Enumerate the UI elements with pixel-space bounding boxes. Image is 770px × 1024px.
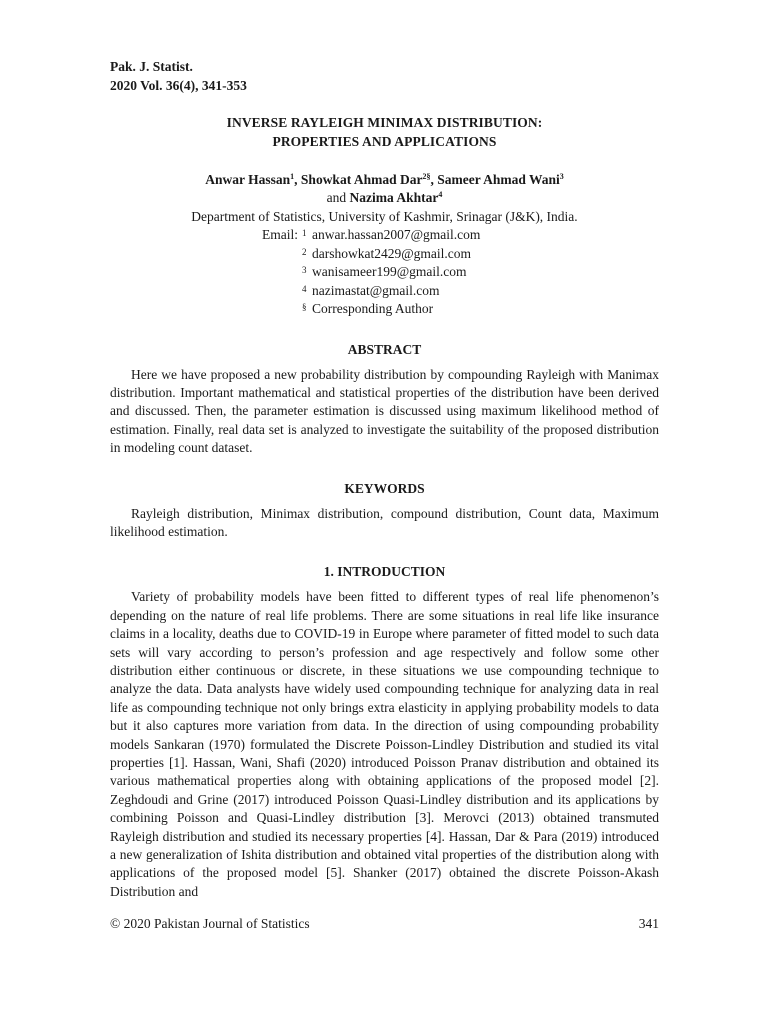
author-name: Showkat Ahmad Dar xyxy=(300,172,423,187)
email-mark: 2 xyxy=(302,246,307,257)
author-name: Anwar Hassan xyxy=(205,172,291,187)
email-address: wanisameer199@gmail.com xyxy=(312,264,467,279)
and-word: and xyxy=(326,190,347,205)
title-line-2: PROPERTIES AND APPLICATIONS xyxy=(272,134,497,149)
paper-page xyxy=(110,57,659,901)
author-name: Sameer Ahmad Wani xyxy=(437,172,560,187)
corresponding-author-note: Corresponding Author xyxy=(312,301,434,316)
author-list: Anwar Hassan$^1$, Showkat Ahmad Dar$^{2\S}$, Sameer Ahmad Wani$^3$ and Nazima Akhtar$^4$ xyxy=(205,172,564,205)
author-mark: 3 xyxy=(559,172,564,181)
introduction-heading: 1. INTRODUCTION xyxy=(323,564,446,580)
paper-title xyxy=(110,113,659,151)
journal-header xyxy=(110,57,659,95)
email-mark: 3 xyxy=(302,265,307,275)
email-list xyxy=(110,226,659,319)
introduction-text: Variety of probability models have been fitted to different types of real life phenomenon’s depending on the nature of real life problems. There are some situations in real life like insurance claims in a locality, deaths due to COVID-19 in Europe where parameter of fitted model to such data sets will vary according to person’s profession and age respectively and follow some other distribution either continuous or discrete, in these situations we use compounding technique to analyze the data. Data analysts have widely used compounding technique for analyzing data in real life as compounding technique not only brings extra elasticity in applying probability models to data but it also captures more variation from data. In the direction of using compounding probability models Sankaran (1970) formulated the Discrete Poisson-Lindley Distribution and studied its vital properties [1]. Hassan, Wani, Shafi (2020) introduced Poisson Pranav distribution and obtained its various mathematical properties along with obtaining applications of the proposed model [2]. Zeghdoudi and Grine (2017) introduced Poisson Quasi-Lindley distribution and its applications by combining Poisson and Quasi-Lindley distribution [3]. Merovci (2013) obtained transmuted Rayleigh distribution and studied its necessary properties [4]. Hassan, Dar & Para (2019) introduced a new generalization of Ishita distribution and obtained vital properties of the distribution along with applications of the proposed model [5]. Shanker (2017) obtained the discrete Poisson-Akash Distribution and xyxy=(110,589,659,899)
email-mark: § xyxy=(302,302,307,312)
abstract-heading: ABSTRACT xyxy=(347,341,422,357)
email-address: nazimastat@gmail.com xyxy=(312,282,440,298)
email-row xyxy=(110,282,659,301)
email-label: Email: xyxy=(262,227,298,242)
author-mark: 2§ xyxy=(422,172,431,181)
email-row xyxy=(110,300,659,319)
email-address: darshowkat2429@gmail.com xyxy=(312,245,472,261)
author-name: Nazima Akhtar xyxy=(349,190,439,205)
journal-name: Pak. J. Statist. xyxy=(110,59,193,74)
keywords-heading: KEYWORDS xyxy=(344,480,425,496)
email-address: anwar.hassan2007@gmail.com xyxy=(312,227,481,242)
page-footer xyxy=(110,915,659,933)
page-number: 341 xyxy=(638,916,659,931)
abstract-text: Here we have proposed a new probability distribution by compounding Rayleigh with Manimax distribution. Important mathematical and statistical properties of the distribution have been derived and discussed. Then, the parameter estimation is discussed using maximum likelihood method of estimation. Finally, real data set is analyzed to investigate the suitability of the proposed distribution in modeling count dataset. xyxy=(110,366,659,456)
title-line-1: INVERSE RAYLEIGH MINIMAX DISTRIBUTION: xyxy=(226,115,543,130)
email-row xyxy=(110,226,659,245)
keywords-text: Rayleigh distribution, Minimax distribution, compound distribution, Count data, Maximum likelihood estimation. xyxy=(110,505,659,539)
author-mark: 1 xyxy=(290,172,295,181)
email-row xyxy=(110,263,659,282)
author-mark: 4 xyxy=(438,190,443,199)
affiliation: Department of Statistics, University of Kashmir, Srinagar (J&K), India. xyxy=(191,209,578,224)
email-row xyxy=(110,245,659,264)
email-mark: 4 xyxy=(302,283,307,294)
copyright-text: © 2020 Pakistan Journal of Statistics xyxy=(110,916,310,931)
journal-volume: 2020 Vol. 36(4), 341-353 xyxy=(110,78,247,93)
email-mark: 1 xyxy=(302,228,307,238)
